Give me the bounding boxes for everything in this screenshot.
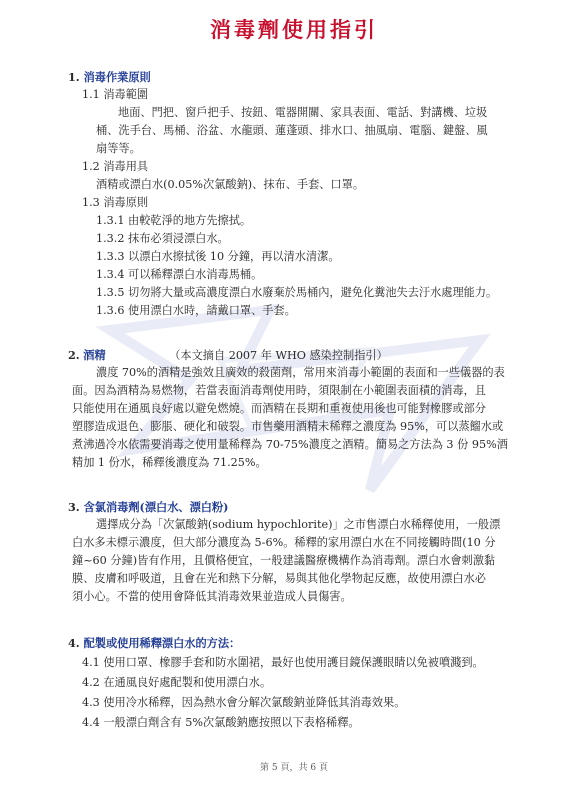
paragraph-line: 選擇成分為「次氯酸鈉(sodium hypochlorite)」之市售漂白水稀釋使用，一般漂 [96,518,501,531]
section-2-heading [68,348,388,363]
paragraph-line: 只能使用在通風良好處以避免燃燒。而酒精在長期和重複使用後也可能對橡膠或部分 [72,402,486,415]
section-1-heading [68,70,151,84]
section-4-number: 4. [68,636,80,650]
list-item: 1.3.2 抹布必須浸漂白水。 [96,232,229,245]
paragraph-line: 扇等等。 [96,142,141,155]
paragraph-line: 鐘~60 分鐘)皆有作用，且價格便宜，一般建議醫療機構作為消毒劑。漂白水會刺激黏 [72,554,496,567]
paragraph-line: 白水多未標示濃度，但大部分濃度為 5-6%。稀釋的家用漂白水在不同接觸時間(10 分 [72,536,496,549]
list-item: 4.1 使用口罩、橡膠手套和防水圍裙，最好也使用護目鏡保護眼睛以免被噴濺到。 [82,656,484,669]
page-title: 消毒劑使用指引 [210,17,378,42]
list-item: 1.3.6 使用漂白水時，請戴口罩、手套。 [96,304,296,317]
paragraph-line: 膜、皮膚和呼吸道，且會在光和熱下分解，易與其他化學物起反應，故使用漂白水必 [72,572,486,585]
section-4-heading [68,636,240,650]
list-item: 4.4 一般漂白劑含有 5%次氯酸鈉應按照以下表格稀釋。 [82,716,360,729]
section-3-heading [68,500,228,514]
section-2-number: 2. [68,348,80,362]
page-footer: 第 5 頁，共 6 頁 [260,763,328,773]
list-item: 4.2 在通風良好處配製和使用漂白水。 [82,676,272,689]
list-item: 1.3.4 可以稀釋漂白水消毒馬桶。 [96,268,263,281]
section-3-number: 3. [68,500,80,514]
subsection-1-1: 1.1 消毒範圍 [82,88,149,101]
list-item: 4.3 使用冷水稀釋，因為熱水會分解次氯酸鈉並降低其消毒效果。 [82,696,406,709]
watermark-emblem [70,300,520,500]
list-item: 1.3.1 由較乾淨的地方先擦拭。 [96,214,252,227]
paragraph-line: 桶、洗手台、馬桶、浴盆、水龍頭、蓮蓬頭、排水口、抽風扇、電腦、鍵盤、風 [96,124,488,137]
paragraph-line: 面。因為酒精為易燃物，若當表面消毒劑使用時，須限制在小範圍表面積的消毒，且 [72,384,486,397]
list-item: 1.3.3 以漂白水擦拭後 10 分鐘，再以清水清潔。 [96,250,340,263]
paragraph-line: 酒精或漂白水(0.05%次氯酸鈉)、抹布、手套、口罩。 [96,178,365,191]
paragraph-line: 煮沸過冷水依需要消毒之使用量稀釋為 70-75%濃度之酒精。簡易之方法為 3 份 95%酒 [72,438,508,451]
subsection-1-3: 1.3 消毒原則 [82,196,149,209]
section-1-title: 消毒作業原則 [83,70,151,84]
section-2-title: 酒精 [83,348,106,362]
paragraph-line: 須小心。不當的使用會降低其消毒效果並造成人員傷害。 [72,590,352,603]
list-item: 1.3.5 切勿將大量或高濃度漂白水廢棄於馬桶內，避免化糞池失去汙水處理能力。 [96,286,498,299]
paragraph-line: 塑膠造成退色、膨脹、硬化和破裂。市售藥用酒精未稀釋之濃度為 95%，可以蒸餾水或 [72,420,504,433]
paragraph-line: 地面、門把、窗戶把手、按鈕、電器開關、家具表面、電話、對講機、垃圾 [118,106,488,119]
section-2-source-note: （本文摘自 2007 年 WHO 感染控制指引） [169,349,388,362]
paragraph-line: 精加 1 份水，稀釋後濃度為 71.25%。 [72,456,267,469]
section-1-number: 1. [68,70,80,84]
section-4-title: 配製或使用稀釋漂白水的方法： [83,636,241,650]
paragraph-line: 濃度 70%的酒精是強效且廣效的殺菌劑，常用來消毒小範圍的表面和一些儀器的表 [96,366,505,379]
subsection-1-2: 1.2 消毒用具 [82,160,149,173]
section-3-title: 含氯消毒劑(漂白水、漂白粉) [83,500,229,514]
